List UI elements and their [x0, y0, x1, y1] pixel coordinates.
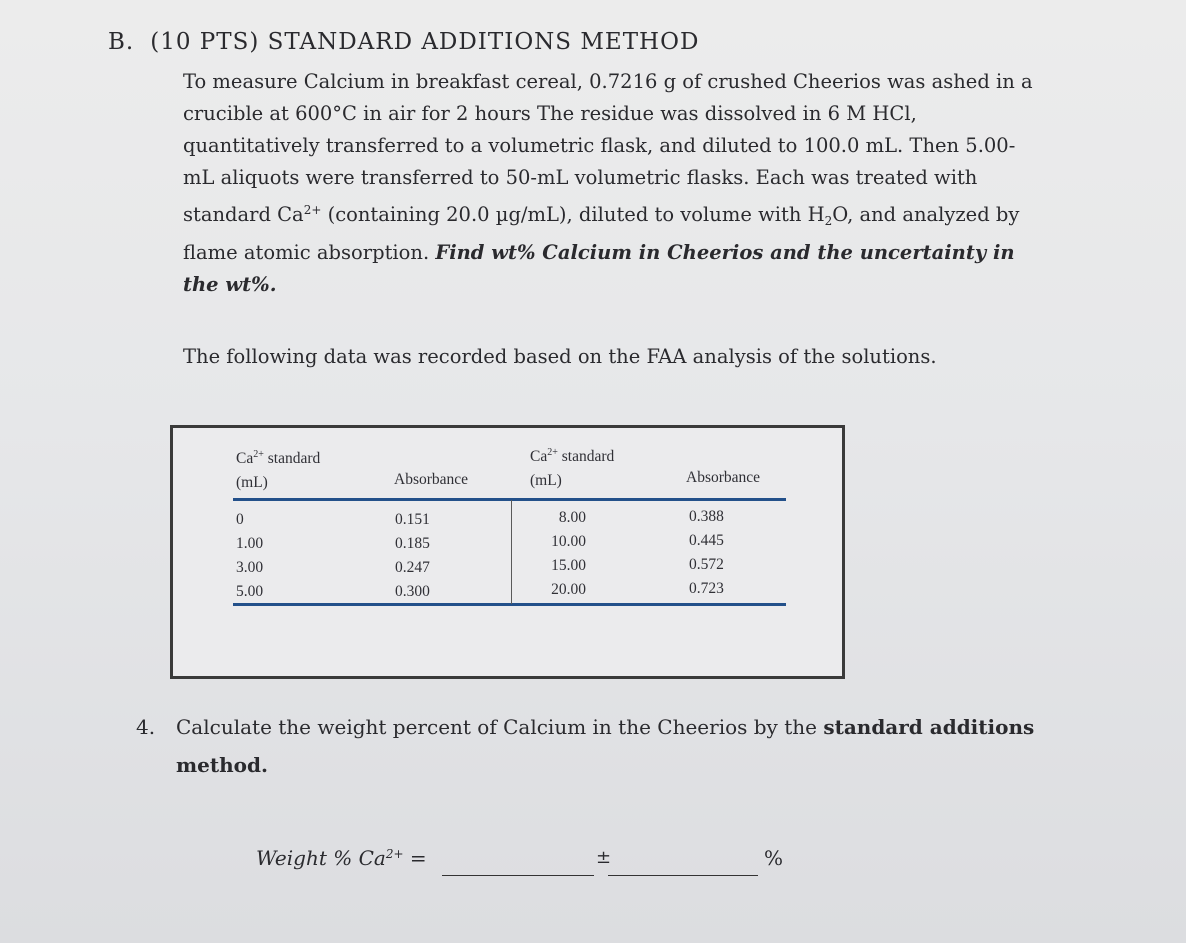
- table-cell: 10.00: [551, 533, 586, 550]
- right-std-header: [530, 447, 614, 466]
- table-cell: 0.388: [689, 508, 724, 525]
- table-cell: 0.723: [689, 580, 724, 597]
- right-std-header-ion: Ca: [530, 448, 548, 465]
- right-std-unit: (mL): [530, 472, 562, 489]
- right-std-header-label: standard: [557, 448, 615, 465]
- left-std-header: [236, 449, 320, 468]
- bottom-rule: [233, 603, 786, 606]
- question-text-plain: Calculate the weight percent of Calcium in the Cheerios by the: [176, 715, 824, 739]
- right-std-header-charge: 2+: [547, 447, 558, 458]
- answer-label-charge: 2+: [385, 847, 404, 861]
- left-absorbance-column: [395, 508, 430, 604]
- left-std-header-label: standard: [263, 450, 321, 467]
- weight-percent-blank[interactable]: [442, 875, 594, 876]
- left-volume-column: [236, 508, 263, 604]
- answer-label: [256, 846, 427, 870]
- table-cell: 0.185: [395, 535, 430, 552]
- right-absorbance-header: Absorbance: [686, 469, 761, 486]
- percent-sign: %: [764, 846, 784, 870]
- problem-text-part-2: (containing 20.0 µg/mL), diluted to volume with H: [321, 203, 825, 226]
- table-cell: 8.00: [558, 509, 586, 526]
- answer-line: [256, 846, 796, 880]
- section-letter: B.: [108, 29, 135, 55]
- water-subscript: 2: [824, 214, 833, 228]
- left-std-header-ion: Ca: [236, 450, 254, 467]
- header-rule: [233, 498, 786, 501]
- section-title: (10 PTS) STANDARD ADDITIONS METHOD: [150, 29, 700, 55]
- answer-label-text: Weight % Ca: [256, 846, 386, 870]
- plus-minus-sign: ±: [596, 847, 612, 868]
- calcium-ion-charge: 2+: [303, 203, 322, 217]
- table-cell: 0.300: [395, 583, 430, 600]
- section-heading: [108, 29, 699, 55]
- data-intro-text: The following data was recorded based on the FAA analysis of the solutions.: [183, 345, 937, 368]
- answer-label-equals: =: [403, 846, 427, 870]
- question-text: [176, 708, 1056, 784]
- problem-task: Find wt% Calcium in Cheerios and the uncertainty in the wt%.: [183, 241, 1015, 296]
- right-volume-column: [536, 506, 586, 602]
- column-divider: [511, 500, 512, 604]
- table-cell: 0.247: [395, 559, 430, 576]
- table-cell: 0.572: [689, 556, 724, 573]
- right-absorbance-column: [689, 505, 724, 601]
- question-number: 4.: [136, 715, 156, 739]
- table-cell: 0: [236, 511, 244, 528]
- table-cell: 0.151: [395, 511, 430, 528]
- left-absorbance-header: Absorbance: [394, 471, 469, 488]
- problem-statement: [183, 66, 1043, 301]
- table-cell: 1.00: [236, 535, 264, 552]
- problem-text-part-1: To measure Calcium in breakfast cereal, 0.7216 g of crushed Cheerios was ashed in a crucible at 600°C in air for 2 hours The residue was dissolved in 6 M HCl, quantitatively transferred to a volumetric flask, and diluted to 100.0 mL. Then 5.00-mL aliquots were transferred to 50-mL volumetric flasks. Each was treated with standard Ca: [183, 70, 1033, 226]
- table-cell: 5.00: [236, 583, 264, 600]
- table-cell: 20.00: [551, 581, 586, 598]
- data-table: [170, 425, 845, 679]
- table-cell: 3.00: [236, 559, 264, 576]
- table-cell: 15.00: [551, 557, 586, 574]
- table-cell: 0.445: [689, 532, 724, 549]
- uncertainty-blank[interactable]: [608, 875, 758, 876]
- problem-text-part-3: O, and analyzed by flame atomic absorption.: [183, 203, 1020, 264]
- left-std-header-charge: 2+: [253, 449, 264, 460]
- question-text-bold: standard additions method.: [176, 715, 1035, 777]
- left-std-unit: (mL): [236, 474, 268, 491]
